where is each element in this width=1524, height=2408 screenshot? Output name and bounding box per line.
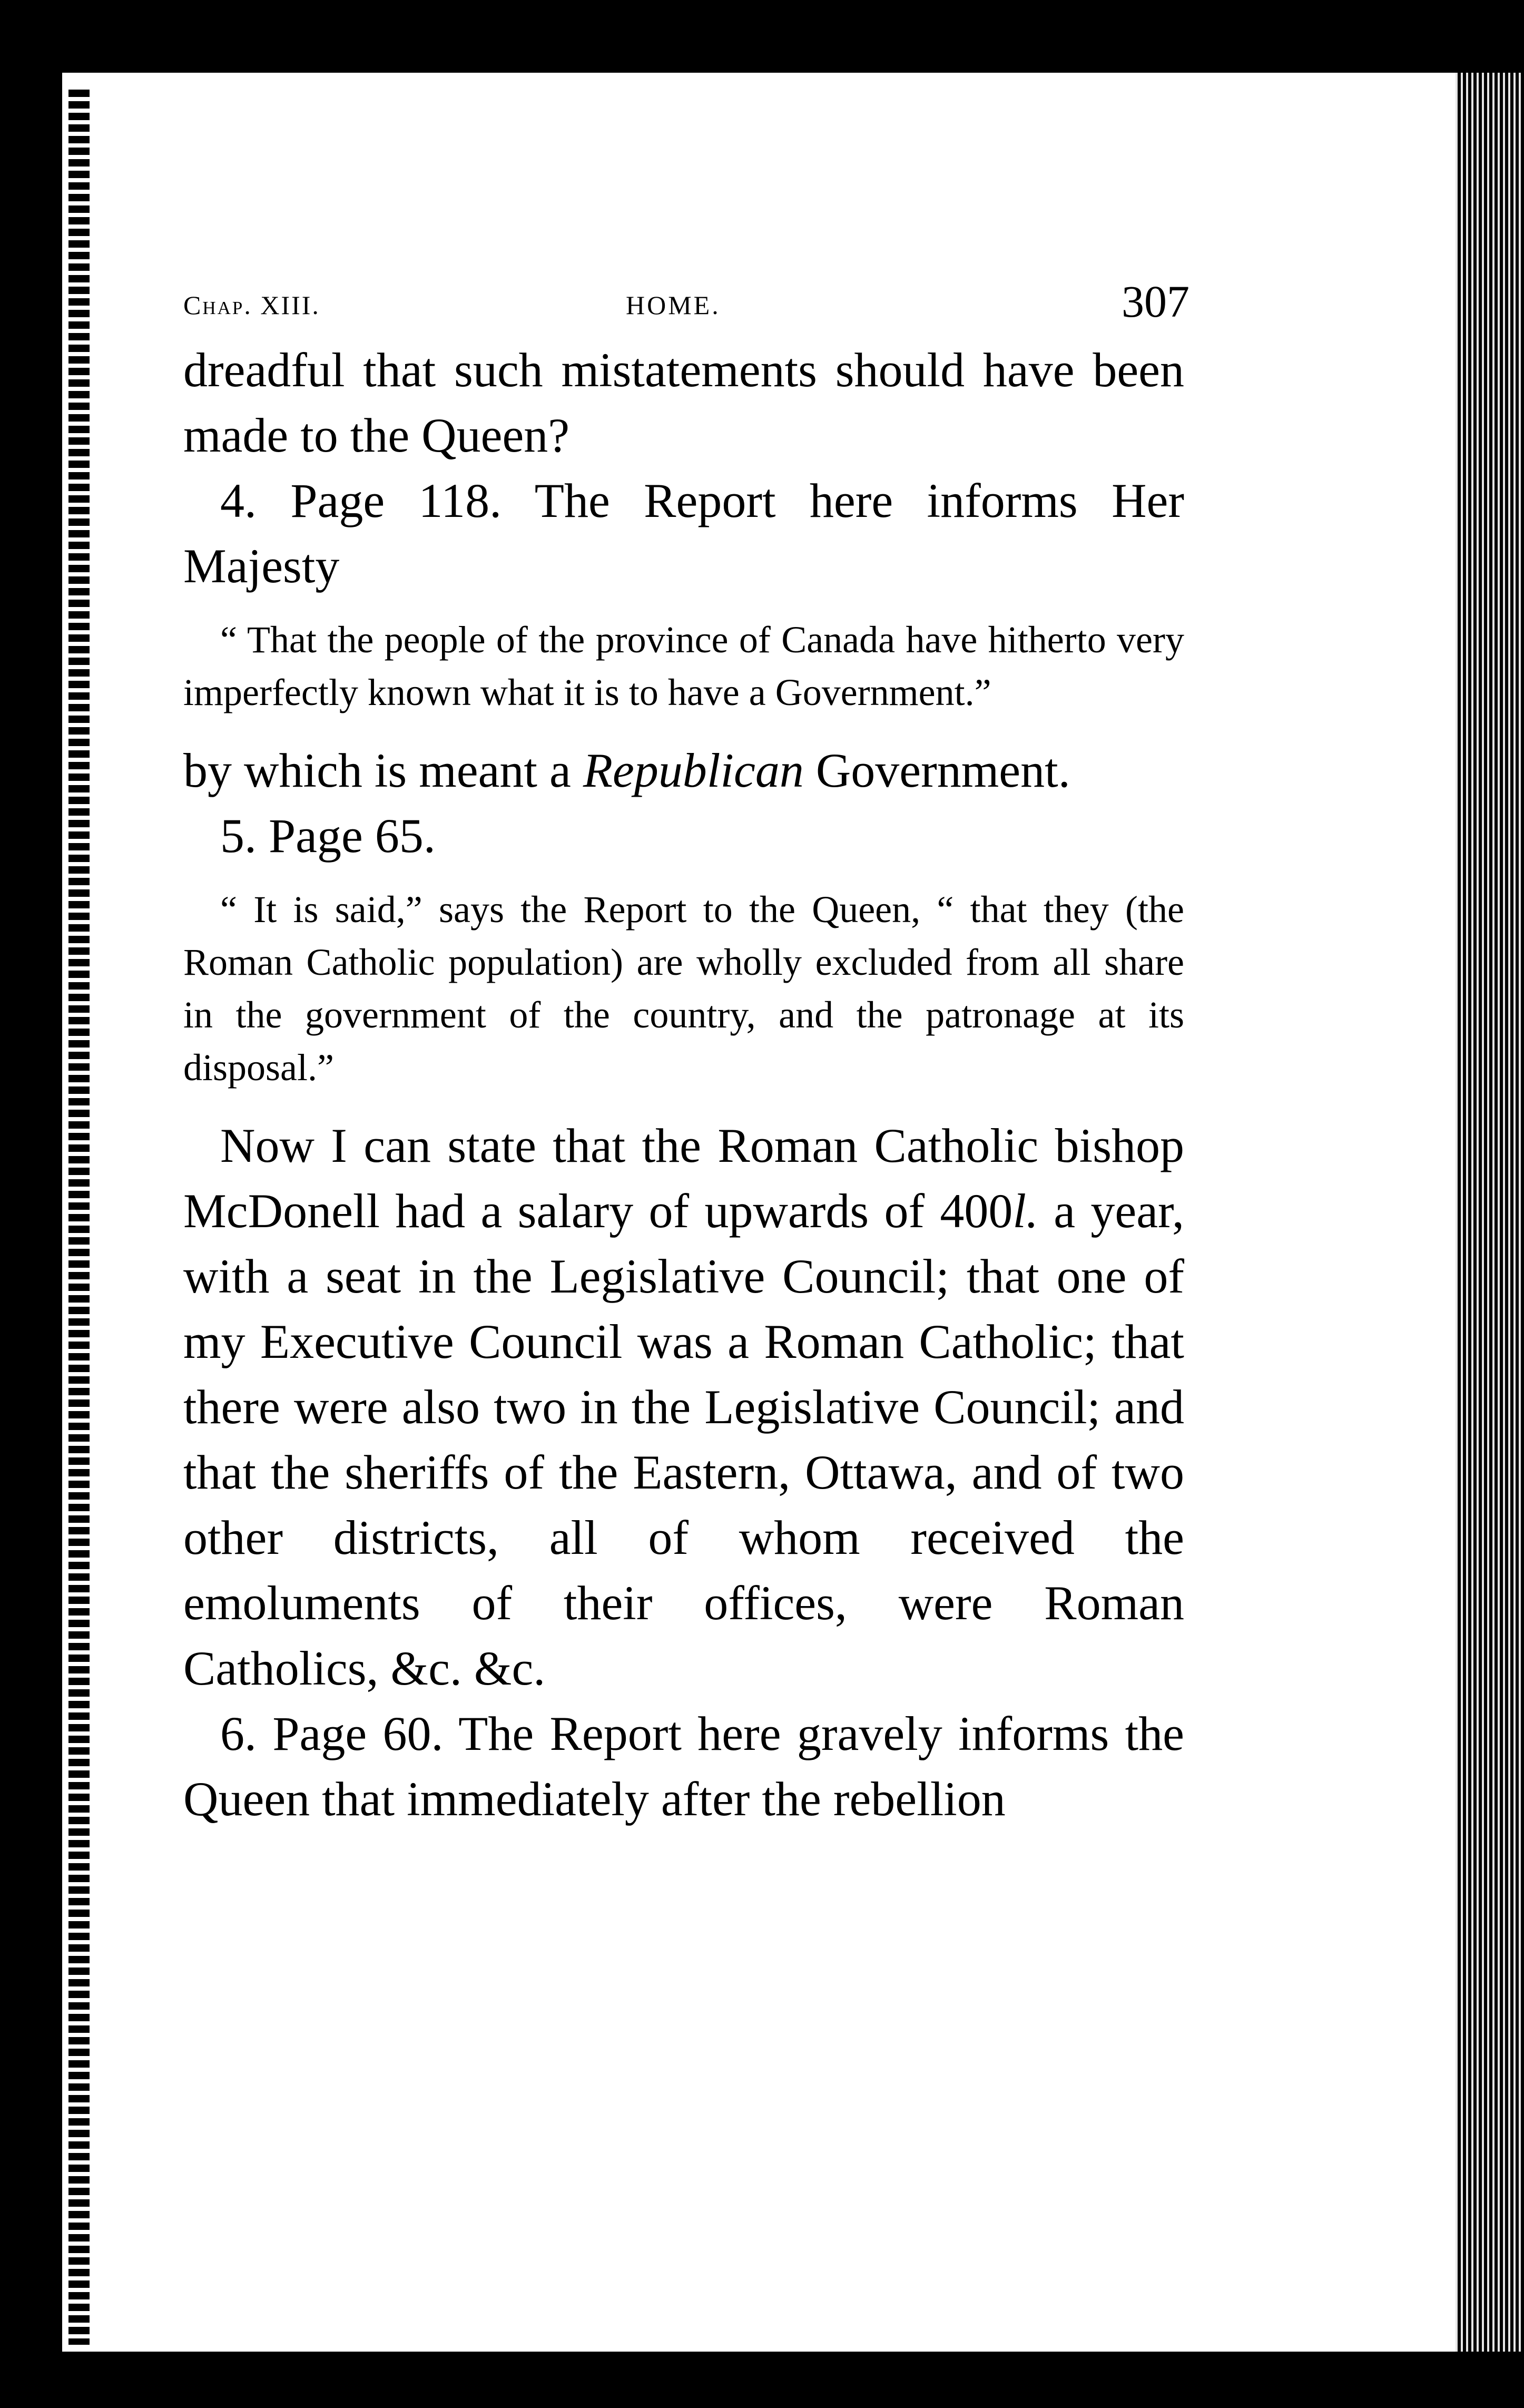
paragraph-5-text-a: Now I can state that the Roman Catholic bishop McDonell had a salary of upwards of 400 — [183, 1119, 1184, 1238]
paragraph-1: dreadful that such mistatements should have been made to the Queen? — [183, 343, 1184, 462]
block-quote-1: “ That the people of the province of Canada have hitherto very imperfectly known what it is to have a Government.” — [183, 619, 1184, 713]
chapter-label: Chap. XIII. — [183, 290, 320, 320]
paragraph-4: 5. Page 65. — [220, 809, 436, 863]
chapter-title: HOME. — [626, 290, 721, 320]
paragraph-3-text-b: Government. — [803, 743, 1070, 797]
paragraph-3 — [183, 738, 1184, 803]
paragraph-5 — [183, 1113, 1184, 1701]
right-page-edges — [1456, 73, 1524, 2352]
left-page-edge — [0, 73, 62, 2352]
paragraph-5-text-b: a year, with a seat in the Legislative Council; that one of my Executive Council was a Roman Catholic; that there were also two in the Legislative Council; and that the sheriffs of the Eastern, Ottawa, and of two other districts, all of whom received the emoluments of their offices, were Roman Catholics, &c. &c. — [183, 1184, 1184, 1695]
gutter-binding — [68, 90, 90, 2345]
paragraph-5-italic: l. — [1012, 1184, 1038, 1238]
page-content — [183, 276, 1189, 1832]
running-head — [183, 276, 1189, 337]
paragraph-3-italic: Republican — [583, 743, 804, 797]
paragraph-3-text-a: by which is meant a — [183, 743, 583, 797]
paragraph-6: 6. Page 60. The Report here gravely informs the Queen that immediately after the rebellion — [183, 1707, 1184, 1826]
paragraph-2: 4. Page 118. The Report here informs Her Majesty — [183, 474, 1184, 593]
page-number: 307 — [1122, 276, 1189, 327]
block-quote-2: “ It is said,” says the Report to the Queen, “ that they (the Roman Catholic population) are wholly excluded from all share in the government of the country, and the patronage at its disposal.” — [183, 888, 1184, 1089]
